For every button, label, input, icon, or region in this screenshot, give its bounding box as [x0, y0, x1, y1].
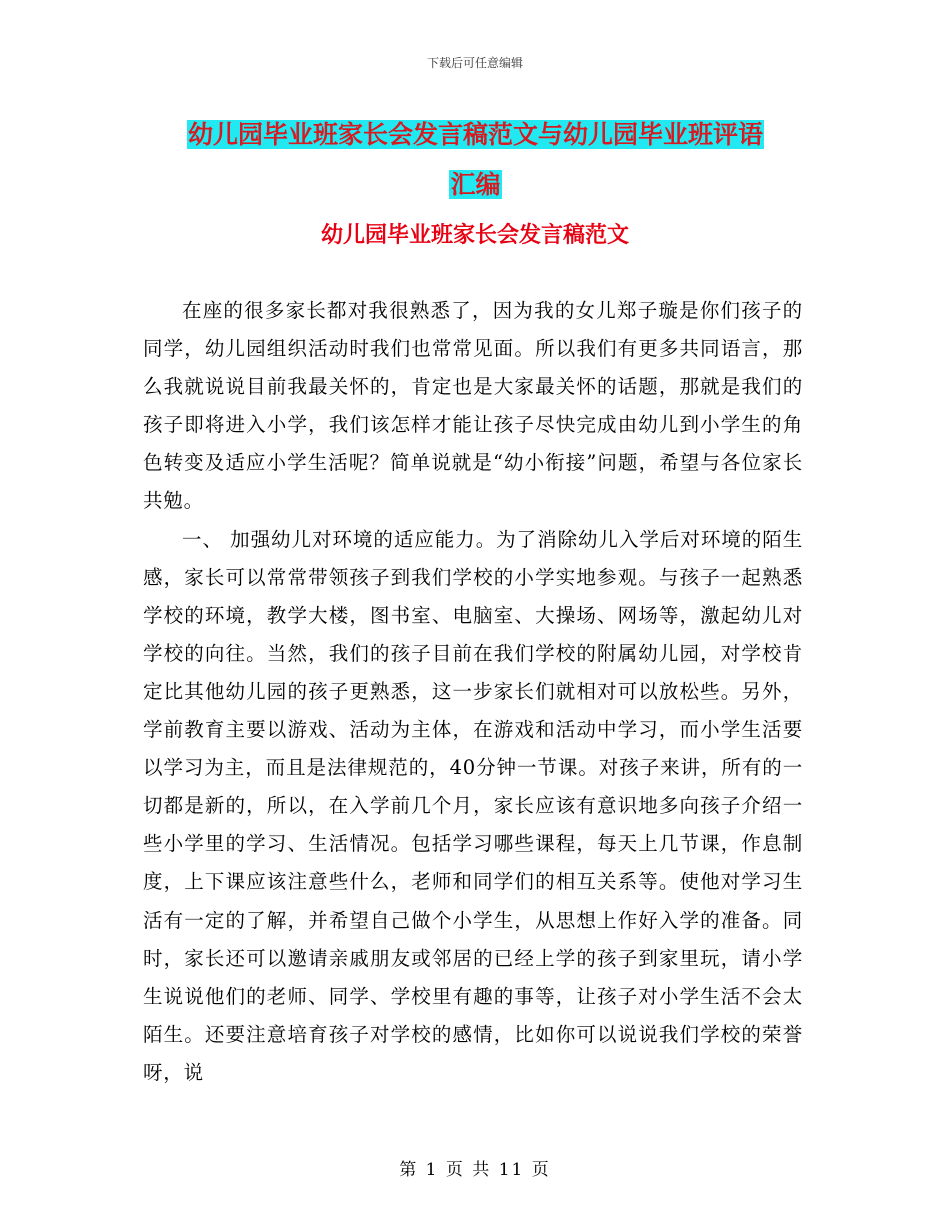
document-title: [143, 110, 808, 210]
page-number: 第 1 页 共 11 页: [399, 1160, 551, 1180]
header-note: 下载后可任意编辑: [426, 56, 523, 70]
section-heading: 幼儿园毕业班家长会发言稿范文: [320, 222, 629, 248]
document-title-line-1: 幼儿园毕业班家长会发言稿范文与幼儿园毕业班评语: [187, 120, 763, 149]
paragraph: 在座的很多家长都对我很熟悉了，因为我的女儿郑子璇是你们孩子的同学，幼儿园组织活动时我们也常常见面。所以我们有更多共同语言，那么我就说说目前我最关怀的，肯定也是大家最关怀的话题，那就是我们的孩子即将进入小学，我们该怎样才能让孩子尽快完成由幼儿到小学生的角色转变及适应小学生活呢？简单说就是“幼小衔接”问题，希望与各位家长共勉。: [143, 299, 803, 513]
document-title-line-2: 汇编: [450, 170, 501, 199]
body-text: [143, 292, 803, 1092]
paragraph: 一、 加强幼儿对环境的适应能力。为了消除幼儿入学后对环境的陌生感，家长可以常常带领孩子到我们学校的小学实地参观。与孩子一起熟悉学校的环境，教学大楼，图书室、电脑室、大操场、网场等，激起幼儿对学校的向往。当然，我们的孩子目前在我们学校的附属幼儿园，对学校肯定比其他幼儿园的孩子更熟悉，这一步家长们就相对可以放松些。另外，学前教育主要以游戏、活动为主体，在游戏和活动中学习，而小学生活要以学习为主，而且是法律规范的，40分钟一节课。对孩子来讲，所有的一切都是新的，所以，在入学前几个月，家长应该有意识地多向孩子介绍一些小学里的学习、生活情况。包括学习哪些课程，每天上几节课，作息制度，上下课应该注意些什么，老师和同学们的相互关系等。使他对学习生活有一定的了解，并希望自己做个小学生，从思想上作好入学的准备。同时，家长还可以邀请亲戚朋友或邻居的已经上学的孩子到家里玩，请小学生说说他们的老师、同学、学校里有趣的事等，让孩子对小学生活不会太陌生。还要注意培育孩子对学校的感情，比如你可以说说我们学校的荣誉呀，说: [143, 527, 803, 1084]
